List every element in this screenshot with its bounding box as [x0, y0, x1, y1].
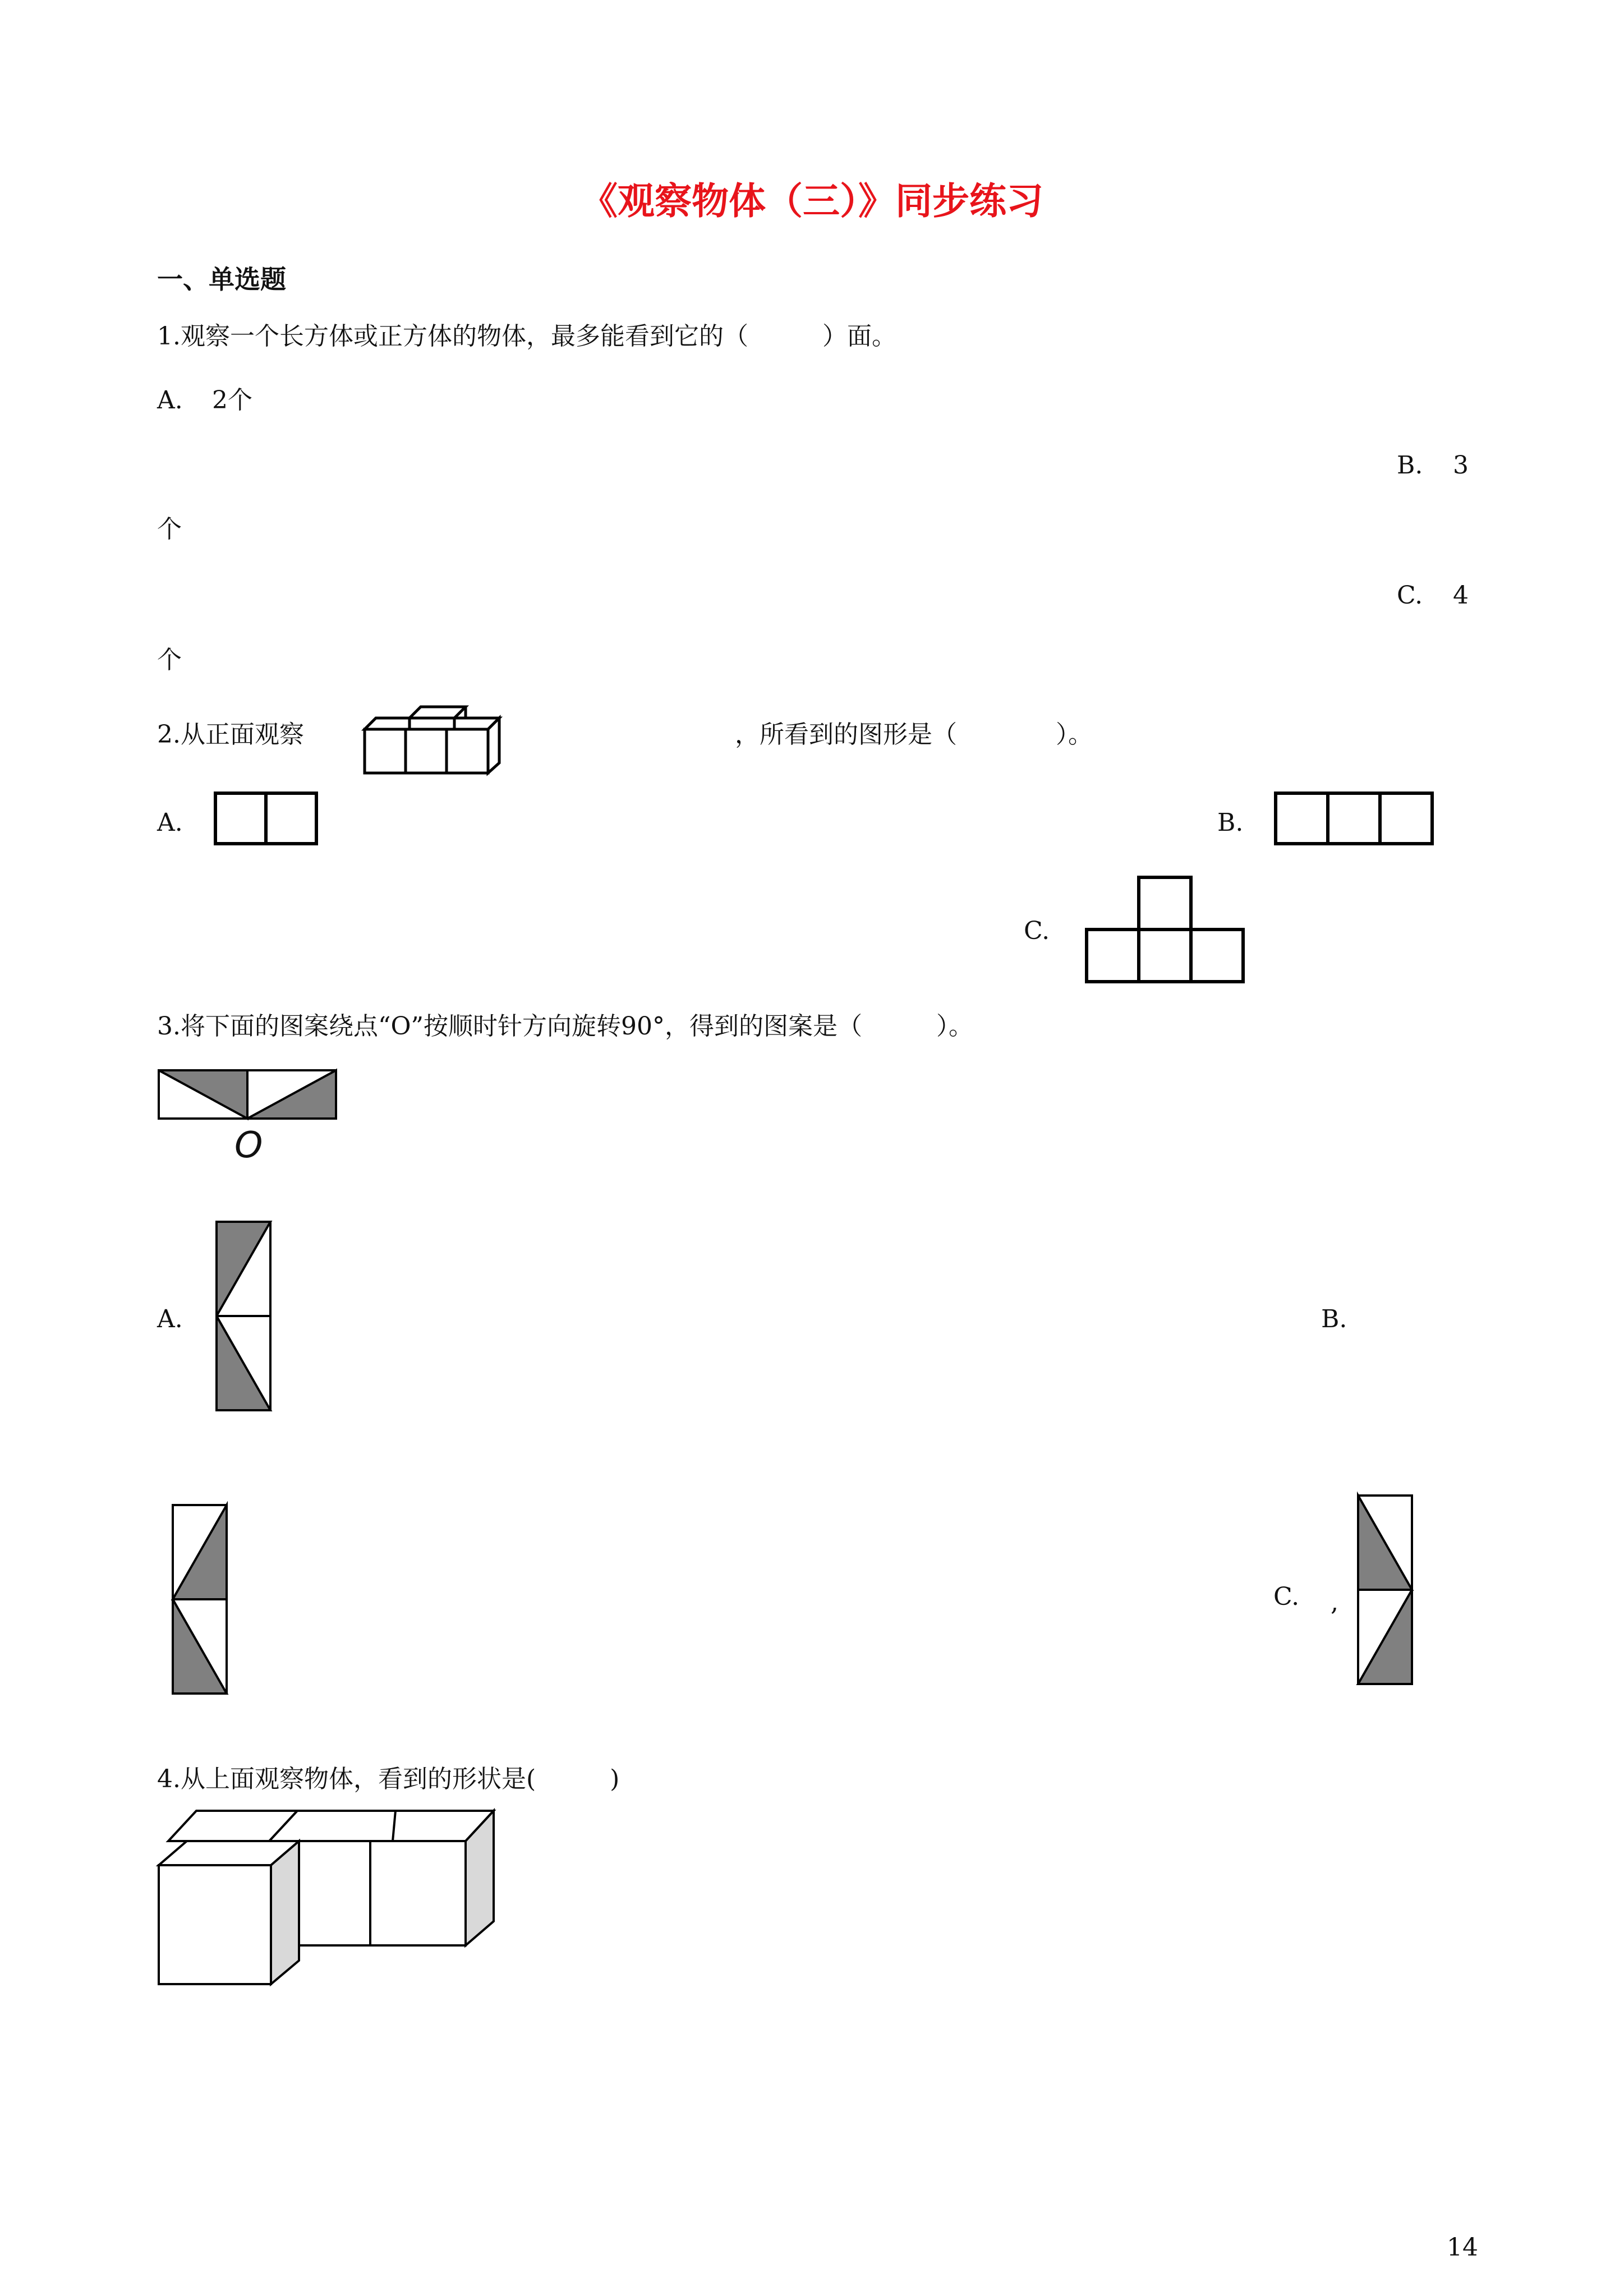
q3-original-pattern	[157, 1069, 342, 1125]
q1-option-b-wrap: 个	[157, 515, 182, 544]
q1-option-a-label[interactable]: A.	[157, 386, 183, 415]
q4-stem: 4.从上面观察物体，看到的形状是( )	[157, 1765, 620, 1793]
q3-option-c-figure[interactable]	[1356, 1494, 1415, 1690]
q1-option-c-label[interactable]: C.	[1397, 581, 1423, 610]
q3-option-a-label[interactable]: A.	[157, 1305, 183, 1333]
page-number: 14	[1447, 2233, 1478, 2262]
q2-option-b-label[interactable]: B.	[1217, 808, 1244, 837]
q1-option-b-text: 3	[1453, 451, 1469, 480]
q2-stem-before: 2.从正面观察	[157, 720, 304, 749]
q1-stem: 1.观察一个长方体或正方体的物体，最多能看到它的（ ）面。	[157, 322, 896, 351]
q3-option-b-label[interactable]: B.	[1321, 1305, 1347, 1333]
page-title: 《观察物体（三）》同步练习	[581, 180, 1043, 223]
q1-option-a-text: 2个	[212, 386, 252, 415]
section-heading: 一、单选题	[157, 264, 286, 295]
q3-option-c-comma: ,	[1331, 1588, 1338, 1617]
q2-option-c-figure[interactable]	[1083, 875, 1248, 987]
q1-option-c-text: 4	[1453, 581, 1469, 610]
q2-option-a-label[interactable]: A.	[157, 808, 183, 837]
q2-option-b-figure[interactable]	[1273, 791, 1436, 847]
q3-stem: 3.将下面的图案绕点“O”按顺时针方向旋转90°，得到的图案是（ ）。	[157, 1012, 974, 1041]
q2-option-c-label[interactable]: C.	[1024, 917, 1050, 945]
q3-option-b-figure[interactable]	[171, 1503, 230, 1700]
q2-cube-stack-figure	[359, 696, 510, 774]
q3-option-c-label[interactable]: C.	[1273, 1582, 1300, 1611]
q1-option-c-wrap: 个	[157, 646, 182, 674]
q2-option-a-figure[interactable]	[213, 791, 320, 847]
q3-point-o-label: O	[234, 1125, 263, 1166]
q1-option-b-label[interactable]: B.	[1397, 451, 1423, 480]
q2-stem-after: ，所看到的图形是（ ）。	[735, 720, 1093, 749]
q4-object-figure	[157, 1809, 533, 1977]
q3-option-a-figure[interactable]	[215, 1220, 274, 1416]
